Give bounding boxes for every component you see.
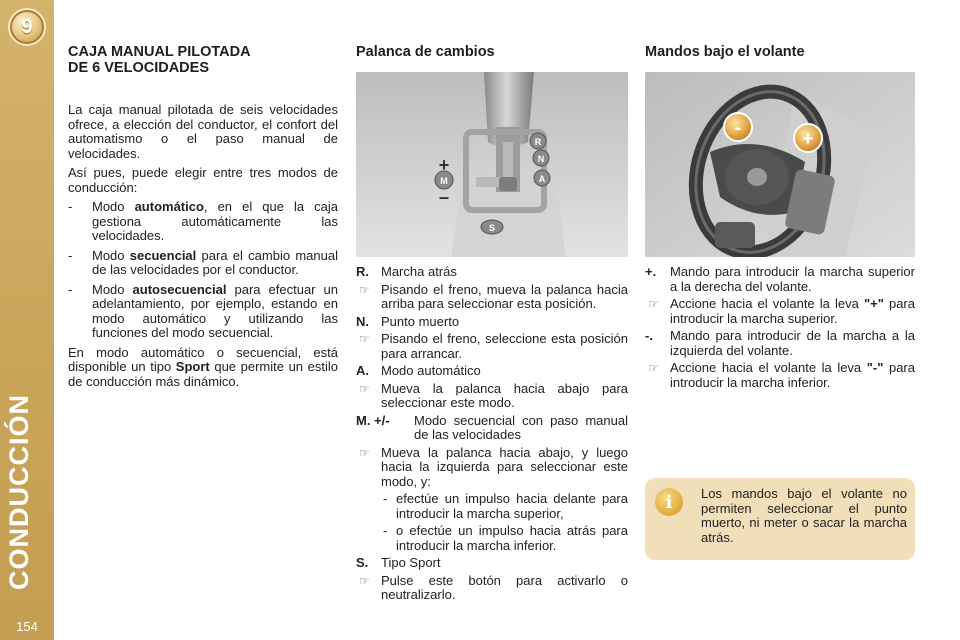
entry-automatic-action: ☞ Mueva la palanca hacia abajo para seleccionar este modo. [359,380,628,410]
sport-paragraph: En modo automático o secuencial, está disponible un tipo Sport que permite un estilo de conducción más dinámico. [68,344,338,389]
gear-lever-column [356,44,628,606]
gear-label-a: A [538,174,546,184]
entry-sport: S. Tipo Sport [356,555,441,570]
entry-manual-sub1: - efectúe un impulso hacia delante para introducir la marcha superior, [356,492,628,521]
intro-paragraph: La caja manual pilotada de seis velocidades ofrece, a elección del conductor, el confort del automatismo o el paso manual de velocidades. [68,102,338,161]
chapter-sidebar [0,0,54,640]
pointer-icon: ☞ [359,381,370,396]
pointer-icon: ☞ [359,573,370,588]
entry-paddle-minus-action: ☞ Accione hacia el volante la leva "-" para introducir la marcha inferior. [648,360,915,390]
entry-manual: M. +/- Modo secuencial con paso manual de las velocidades [356,412,628,442]
entry-manual-action: ☞ Mueva la palanca hacia abajo, y luego hacia la izquierda para seleccionar este modo, y: [359,444,628,489]
entry-neutral: N. Punto muerto [356,313,460,329]
gear-label-n: N [537,154,545,164]
entry-manual-sub2: - o efectúe un impulso hacia atrás para introducir la marcha inferior. [356,524,628,553]
pointer-icon: ☞ [648,297,659,311]
mode-sequential: - Modo secuencial para el cambio manual de las velocidades por el conductor. [68,249,338,278]
chapter-title: CONDUCCIÓN [4,394,34,590]
pointer-icon: ☞ [648,361,659,375]
gear-lever-drawing [356,72,628,257]
pointer-icon: ☞ [359,282,370,297]
entry-neutral-action: ☞ Pisando el freno, seleccione esta posición para arrancar. [359,331,628,361]
entry-automatic: A. Modo automático [356,363,481,378]
gear-label-m: M [440,176,448,186]
info-note-box [645,478,915,560]
mode-autosequential: - Modo autosecuencial para efectuar un adelantamiento, por ejemplo, estando en modo automático y utilizando las funciones del modo secuencial. [68,283,338,341]
info-note-text: Los mandos bajo el volante no permiten seleccionar el punto muerto, ni meter o sacar la marcha atrás. [701,486,907,545]
entry-paddle-minus: -. Mando para introducir de la marcha a la izquierda del volante. [645,328,915,358]
steering-wheel-drawing [645,72,915,257]
steering-controls-title: Mandos bajo el volante [645,44,805,60]
entry-sport-action: ☞ Pulse este botón para activarlo o neutralizarlo. [359,572,628,602]
steering-controls-column [645,44,915,393]
entry-paddle-plus: +. Mando para introducir la marcha superior a la derecha del volante. [645,264,915,294]
pointer-icon: ☞ [359,332,370,346]
gear-label-s: S [488,223,496,233]
page-number: 154 [0,612,54,640]
mode-automatic: - Modo automático, en el que la caja gestiona automáticamente las velocidades. [68,200,338,244]
steering-wheel-illustration [645,72,915,257]
chapter-number: 9 [21,15,33,38]
paddle-minus-label: - [734,117,742,139]
intro-column [68,44,338,394]
modes-intro: Así pues, puede elegir entre tres modos de conducción: [68,165,338,195]
info-icon: i [655,488,683,516]
paddle-plus-label: + [802,128,814,150]
entry-paddle-plus-action: ☞ Accione hacia el volante la leva "+" para introducir la marcha superior. [648,296,915,326]
entry-reverse: R. Marcha atrás [356,264,457,279]
gear-lever-illustration [356,72,628,257]
gear-label-r: R [534,137,542,147]
chapter-number-badge [8,8,46,46]
pointer-icon: ☞ [359,445,370,460]
gear-lever-title: Palanca de cambios [356,44,495,60]
entry-reverse-action: ☞ Pisando el freno, mueva la palanca hacia arriba para seleccionar esta posición. [359,281,628,311]
gear-label-minus: – [438,187,450,207]
section-title: CAJA MANUAL PILOTADA DE 6 VELOCIDADES [68,44,251,76]
gear-label-plus: + [438,155,450,175]
